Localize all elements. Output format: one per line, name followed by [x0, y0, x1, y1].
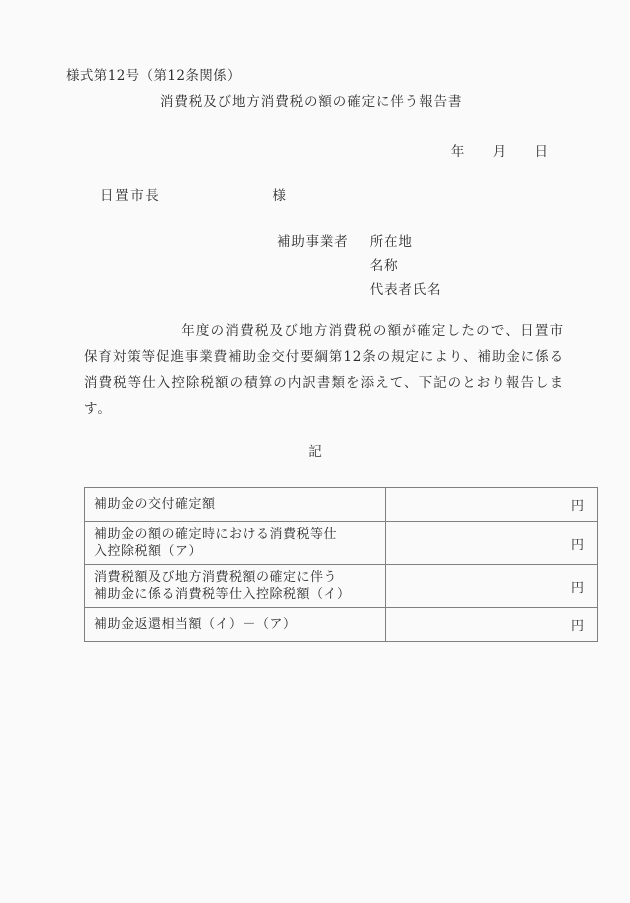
form-number: 様式第12号（第12条関係） — [66, 68, 241, 84]
applicant-party-label: 補助事業者 — [277, 234, 349, 250]
amount-table — [84, 487, 598, 642]
table-row-label-line2: 入控除税額（ア） — [94, 544, 203, 559]
year-label: 年 — [450, 144, 465, 160]
table-row-label-line1: 補助金返還相当額（イ）－（ア） — [94, 617, 297, 632]
table-row-label-line1: 消費税額及び地方消費税額の確定に伴う — [94, 570, 338, 585]
record-mark: 記 — [308, 444, 322, 460]
table-row-unit: 円 — [570, 499, 584, 514]
month-label: 月 — [492, 144, 507, 160]
table-row-value[interactable] — [386, 522, 598, 565]
table-row-value[interactable] — [386, 565, 598, 608]
date-line — [451, 140, 548, 160]
table-row — [85, 565, 598, 608]
document-title: 消費税及び地方消費税の額の確定に伴う報告書 — [160, 94, 463, 110]
applicant-fields — [370, 230, 442, 302]
table-row-label — [85, 608, 386, 642]
day-label: 日 — [534, 144, 548, 160]
table-row-label-line1: 補助金の額の確定時における消費税等仕 — [94, 527, 338, 542]
table-row-unit: 円 — [570, 580, 584, 596]
table-row-label-line1: 補助金の交付確定額 — [94, 497, 216, 512]
table-row-label — [85, 488, 386, 522]
body-paragraph: 年度の消費税及び地方消費税の額が確定したので、日置市保育対策等促進事業費補助金交付要綱第12条の規定により、補助金に係る消費税等仕入控除税額の積算の内訳書類を添えて、下記のとおり報告します。 — [84, 323, 564, 417]
table-row — [85, 488, 598, 522]
addressee-recipient: 日置市長 — [100, 188, 161, 204]
table-row — [85, 608, 598, 642]
table-row-unit: 円 — [570, 619, 584, 634]
table-row-value[interactable] — [386, 608, 598, 642]
addressee — [100, 184, 286, 204]
applicant-field-representative: 代表者氏名 — [369, 282, 442, 298]
table-row-value[interactable] — [386, 488, 598, 522]
table-row-label-line2: 補助金に係る消費税等仕入控除税額（イ） — [94, 587, 351, 602]
table-row-label — [85, 522, 386, 565]
table-row-label — [85, 565, 386, 608]
addressee-honorific: 様 — [272, 188, 286, 204]
table-row-unit: 円 — [570, 537, 584, 553]
table-row — [85, 522, 598, 565]
applicant-field-address: 所在地 — [369, 234, 413, 250]
applicant-field-name: 名称 — [369, 258, 399, 274]
applicant-block — [277, 230, 441, 302]
